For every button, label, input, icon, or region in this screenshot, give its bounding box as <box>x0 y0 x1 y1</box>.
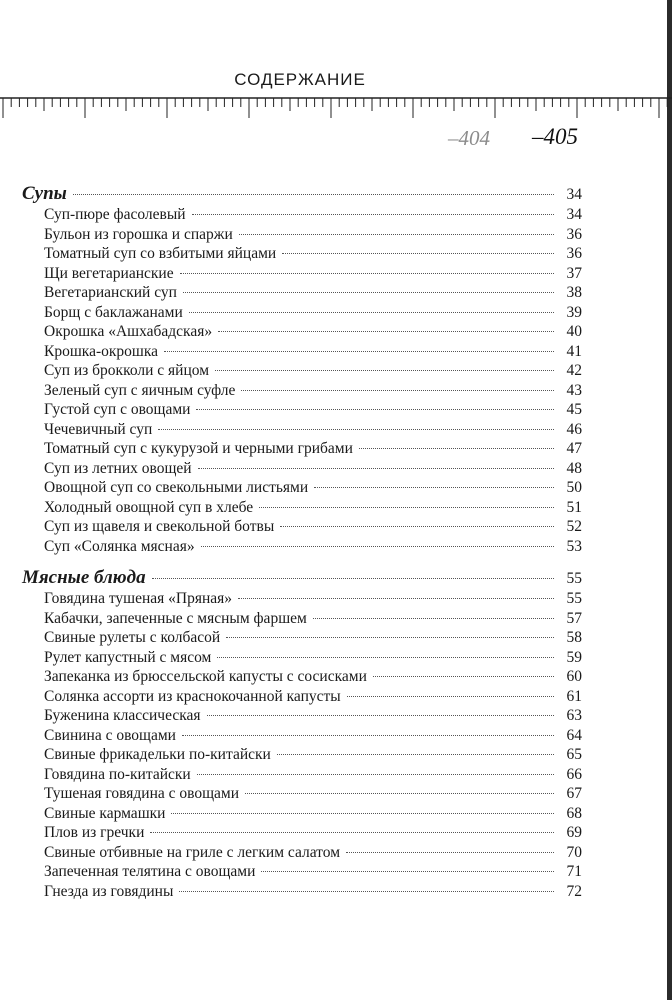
page-number: 65 <box>566 746 582 763</box>
dot-leader <box>261 871 554 872</box>
entry-title: Говядина тушеная «Пряная» <box>44 590 233 607</box>
page-number: 37 <box>566 264 582 282</box>
page-number: 36 <box>566 245 582 262</box>
dot-leader <box>226 637 554 638</box>
entry-title: Свиные отбивные на гриле с легким салатом <box>44 843 341 861</box>
toc-entry[interactable] <box>22 609 582 629</box>
entry-title: Томатный суп с кукурузой и черными грибами <box>44 440 353 457</box>
current-page-number: –405 <box>532 124 578 149</box>
dot-leader <box>215 370 554 371</box>
page-number: 61 <box>566 687 582 705</box>
toc-entry[interactable] <box>22 205 582 225</box>
entry-title: Свиные фрикадельки по-китайски <box>44 746 271 763</box>
page-number: 55 <box>566 570 582 587</box>
dot-leader <box>171 813 554 814</box>
toc-entry[interactable] <box>22 784 582 804</box>
entry-title: Говядина по-китайски <box>44 765 191 783</box>
entry-title: Суп «Солянка мясная» <box>44 537 195 555</box>
dot-leader <box>314 487 554 488</box>
dot-leader <box>259 507 554 508</box>
toc-entry[interactable] <box>22 745 582 765</box>
page-number: 51 <box>566 498 582 516</box>
dot-leader <box>192 214 554 215</box>
toc-entry[interactable] <box>22 804 582 824</box>
page-number: 41 <box>566 342 582 360</box>
page-number: 38 <box>566 284 582 301</box>
entry-title: Запеченная телятина с овощами <box>44 863 256 880</box>
toc-entry[interactable] <box>22 322 582 342</box>
page-header-title: СОДЕРЖАНИЕ <box>234 70 366 89</box>
toc-entry[interactable] <box>22 342 582 362</box>
dot-leader <box>238 598 554 599</box>
entry-title: Бульон из горошка и спаржи <box>44 225 233 243</box>
dot-leader <box>359 448 554 449</box>
page-number: 64 <box>566 726 582 744</box>
toc-entry[interactable] <box>22 498 582 518</box>
page-number: 39 <box>566 303 582 321</box>
toc-entry[interactable] <box>22 765 582 785</box>
entry-title: Чечевичный суп <box>44 420 153 438</box>
page-number: 72 <box>566 882 582 900</box>
page-number: 58 <box>566 629 582 646</box>
toc-entry[interactable] <box>22 537 582 557</box>
entry-title: Борщ с баклажанами <box>44 303 183 321</box>
entry-title: Суп из летних овощей <box>44 459 192 477</box>
section-title: Мясные блюда <box>22 567 146 588</box>
entry-title: Свиные кармашки <box>44 804 166 822</box>
page-number: 60 <box>566 668 582 685</box>
dot-leader <box>164 351 554 352</box>
toc-entry[interactable] <box>22 459 582 479</box>
toc-section-soups <box>22 183 582 556</box>
section-title: Супы <box>22 183 67 204</box>
toc-section-meat-dishes <box>22 567 582 901</box>
dot-leader <box>73 194 554 195</box>
page-number: 70 <box>566 843 582 861</box>
entry-title: Вегетарианский суп <box>44 284 177 301</box>
toc-section-heading[interactable] <box>22 183 582 205</box>
page-number: 42 <box>566 362 582 379</box>
entry-title: Суп из щавеля и свекольной ботвы <box>44 518 275 535</box>
table-of-contents <box>22 183 582 912</box>
dot-leader <box>180 273 554 274</box>
dot-leader <box>158 429 554 430</box>
dot-leader <box>217 657 554 658</box>
page-number: 59 <box>566 648 582 666</box>
entry-title: Крошка-окрошка <box>44 342 159 360</box>
toc-entry[interactable] <box>22 400 582 420</box>
entry-title: Тушеная говядина с овощами <box>44 785 240 802</box>
entry-title: Окрошка «Ашхабадская» <box>44 323 213 340</box>
dot-leader <box>183 292 554 293</box>
page-number: 68 <box>566 804 582 822</box>
page-number: 46 <box>566 420 582 438</box>
page-number: 34 <box>566 206 582 223</box>
dot-leader <box>241 390 554 391</box>
page-number: 48 <box>566 459 582 477</box>
entry-title: Свинина с овощами <box>44 726 176 744</box>
page-number: 71 <box>566 863 582 880</box>
page-number: 34 <box>566 186 582 203</box>
toc-entries-list <box>22 589 582 901</box>
toc-entry[interactable] <box>22 420 582 440</box>
page-number: 40 <box>566 323 582 340</box>
toc-entry[interactable] <box>22 478 582 498</box>
previous-page-number: –404 <box>448 126 490 150</box>
dot-leader <box>152 578 554 579</box>
page-number: 52 <box>566 518 582 535</box>
dot-leader <box>218 331 554 332</box>
dot-leader <box>277 754 554 755</box>
toc-entry[interactable] <box>22 843 582 863</box>
dot-leader <box>280 526 554 527</box>
page-number: 36 <box>566 225 582 243</box>
toc-entry[interactable] <box>22 361 582 381</box>
dot-leader <box>150 832 554 833</box>
toc-entry[interactable] <box>22 628 582 648</box>
page-number: 43 <box>566 381 582 399</box>
entry-title: Зеленый суп с яичным суфле <box>44 381 236 399</box>
page-number-marker <box>448 124 608 154</box>
dot-leader <box>179 891 554 892</box>
page-edge <box>667 0 672 1000</box>
entry-title: Суп из брокколи с яйцом <box>44 362 210 379</box>
page-number: 47 <box>566 440 582 457</box>
dot-leader <box>346 852 554 853</box>
entry-title: Плов из гречки <box>44 824 145 841</box>
entry-title: Щи вегетарианские <box>44 264 174 282</box>
toc-entry[interactable] <box>22 726 582 746</box>
page-number: 67 <box>566 785 582 802</box>
toc-entry[interactable] <box>22 303 582 323</box>
ruler-decoration <box>0 96 672 122</box>
dot-leader <box>282 253 554 254</box>
dot-leader <box>373 676 554 677</box>
page-number: 55 <box>566 590 582 607</box>
toc-entry[interactable] <box>22 283 582 303</box>
dot-leader <box>207 715 554 716</box>
page-number: 50 <box>566 479 582 496</box>
dot-leader <box>189 312 554 313</box>
toc-entry[interactable] <box>22 862 582 882</box>
entry-title: Суп-пюре фасолевый <box>44 206 186 223</box>
toc-entry[interactable] <box>22 264 582 284</box>
entry-title: Запеканка из брюссельской капусты с сосисками <box>44 668 367 685</box>
dot-leader <box>198 468 554 469</box>
toc-entries-list <box>22 205 582 556</box>
dot-leader <box>245 793 554 794</box>
toc-entry[interactable] <box>22 667 582 687</box>
entry-title: Рулет капустный с мясом <box>44 648 212 666</box>
entry-title: Буженина классическая <box>44 707 201 724</box>
page-number: 69 <box>566 824 582 841</box>
entry-title: Гнезда из говядины <box>44 882 174 900</box>
entry-title: Солянка ассорти из краснокочанной капусты <box>44 687 341 705</box>
toc-entry[interactable] <box>22 687 582 707</box>
dot-leader <box>201 546 554 547</box>
entry-title: Свиные рулеты с колбасой <box>44 629 221 646</box>
toc-entry[interactable] <box>22 706 582 726</box>
dot-leader <box>347 696 554 697</box>
toc-entry[interactable] <box>22 589 582 609</box>
dot-leader <box>313 618 554 619</box>
dot-leader <box>196 409 554 410</box>
entry-title: Густой суп с овощами <box>44 401 191 418</box>
page-number: 66 <box>566 765 582 783</box>
toc-entry[interactable] <box>22 439 582 459</box>
entry-title: Кабачки, запеченные с мясным фаршем <box>44 609 307 627</box>
dot-leader <box>182 735 554 736</box>
toc-entry[interactable] <box>22 244 582 264</box>
toc-entry[interactable] <box>22 882 582 902</box>
page-number: 57 <box>566 609 582 627</box>
entry-title: Холодный овощной суп в хлебе <box>44 498 254 516</box>
entry-title: Овощной суп со свекольными листьями <box>44 479 309 496</box>
toc-section-heading[interactable] <box>22 567 582 589</box>
entry-title: Томатный суп со взбитыми яйцами <box>44 245 277 262</box>
toc-entry[interactable] <box>22 823 582 843</box>
dot-leader <box>197 774 554 775</box>
toc-entry[interactable] <box>22 225 582 245</box>
dot-leader <box>239 234 554 235</box>
toc-entry[interactable] <box>22 648 582 668</box>
toc-entry[interactable] <box>22 517 582 537</box>
page-number: 45 <box>566 401 582 418</box>
page-number: 53 <box>566 537 582 555</box>
toc-entry[interactable] <box>22 381 582 401</box>
page-number: 63 <box>566 707 582 724</box>
